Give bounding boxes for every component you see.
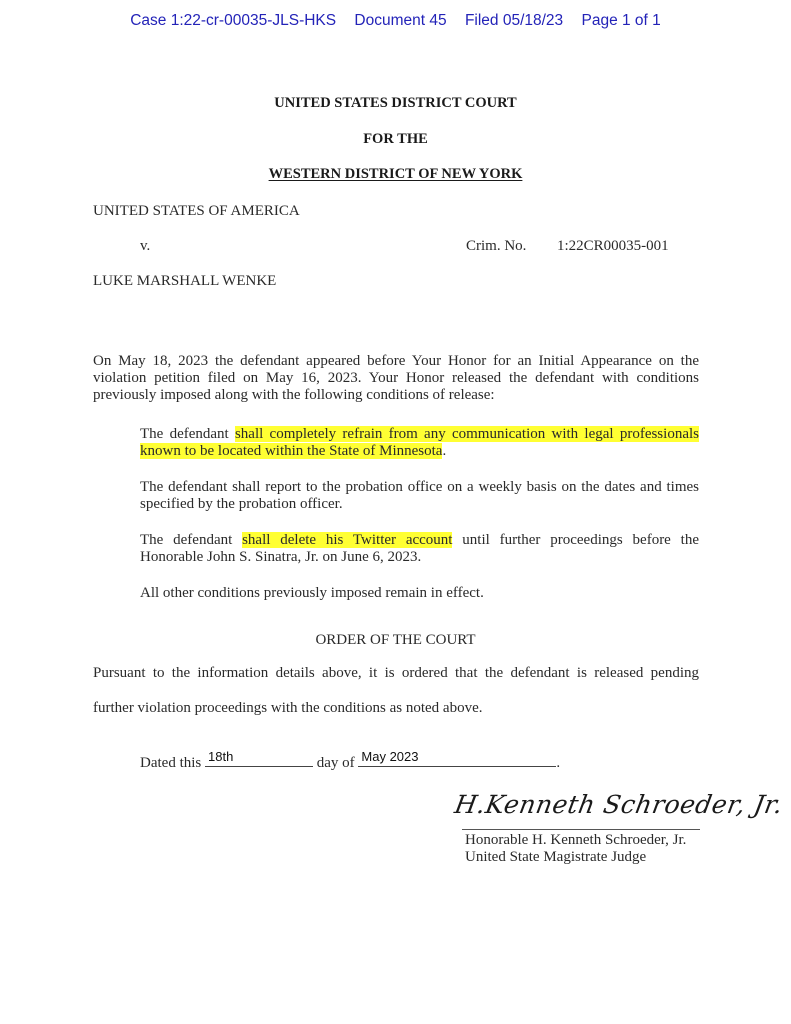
- judge-signature: H.Kenneth Schroeder, Jr.: [452, 790, 786, 819]
- dated-line: Dated this 18th day of May 2023 .: [140, 749, 561, 771]
- highlight-twitter: shall delete his Twitter account: [242, 532, 453, 548]
- order-line-2: further violation proceedings with the conditions as noted above.: [93, 700, 483, 716]
- month-year-value: May 2023: [361, 749, 419, 764]
- condition-1: The defendant shall completely refrain from any communication with legal professionals known to be located within the State of Minnesota.: [140, 426, 699, 459]
- intro-paragraph: On May 18, 2023 the defendant appeared before Your Honor for an Initial Appearance on the violation petition filed on May 16, 2023. Your Honor released the defendant with conditions previously imposed along with the following conditions of release:: [93, 353, 699, 403]
- crim-no-label: Crim. No.: [466, 238, 527, 254]
- filed-date: Filed 05/18/23: [464, 12, 564, 29]
- condition-2: The defendant shall report to the probation office on a weekly basis on the dates and times specified by the probation officer.: [140, 479, 699, 512]
- court-name: UNITED STATES DISTRICT COURT: [274, 95, 517, 111]
- condition-3: The defendant shall delete his Twitter account until further proceedings before the Honorable John S. Sinatra, Jr. on June 6, 2023.: [140, 532, 699, 565]
- caption-defendant: LUKE MARSHALL WENKE: [93, 273, 277, 289]
- judge-title: United State Magistrate Judge: [465, 849, 647, 865]
- caption-versus: v.: [140, 238, 151, 254]
- day-field[interactable]: [205, 750, 313, 767]
- condition-4: All other conditions previously imposed remain in effect.: [140, 585, 484, 601]
- court-district: WESTERN DISTRICT OF NEW YORK: [268, 166, 523, 182]
- day-value: 18th: [208, 749, 234, 764]
- caption-plaintiff: UNITED STATES OF AMERICA: [93, 203, 300, 219]
- crim-no-value: 1:22CR00035-001: [557, 238, 669, 254]
- judge-name: Honorable H. Kenneth Schroeder, Jr.: [465, 832, 687, 848]
- order-line-1: Pursuant to the information details above, it is ordered that the defendant is released pending: [93, 665, 699, 681]
- month-year-field[interactable]: [358, 750, 556, 767]
- case-number: Case 1:22-cr-00035-JLS-HKS: [130, 12, 337, 29]
- page-indicator: Page 1 of 1: [581, 12, 661, 29]
- court-for-the: FOR THE: [363, 131, 428, 147]
- signature-line: [462, 829, 700, 830]
- order-title: ORDER OF THE COURT: [315, 632, 476, 648]
- highlight-minnesota: shall completely refrain from any communication with legal professionals known to be located within the State of Minnesota: [140, 426, 699, 459]
- document-number: Document 45: [354, 12, 447, 29]
- ecf-header-stamp: [0, 12, 791, 30]
